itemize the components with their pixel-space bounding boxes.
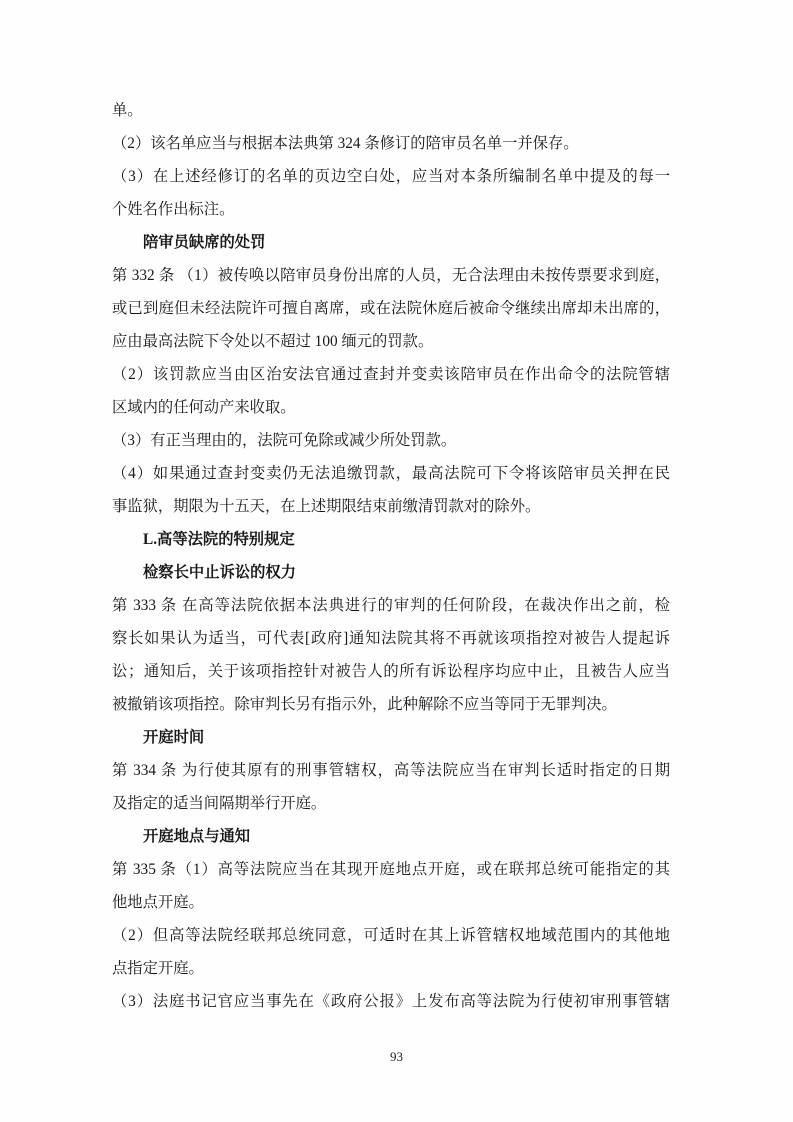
section-heading: 检察长中止诉讼的权力 [143,564,296,581]
text-line: 第 334 条 为行使其原有的刑事管辖权，高等法院应当在审判长适时指定的日期 [112,762,670,779]
text-line: （4）如果通过查封变卖仍无法追缴罚款，最高法院可下令将该陪审员关押在民 [112,465,670,482]
text-line: （3）有正当理由的，法院可免除或减少所处罚款。 [112,432,457,449]
text-line: （2）但高等法院经联邦总统同意，可适时在其上诉管辖权地域范围内的其他地 [112,927,670,944]
text-line: 他地点开庭。 [112,894,204,911]
document-body [112,94,670,1018]
section-heading: L.高等法院的特别规定 [143,531,295,548]
text-line: 单。 [112,102,143,119]
text-line: （2）该罚款应当由区治安法官通过查封并变卖该陪审员在作出命令的法院管辖 [112,366,670,383]
text-line: 被撤销该项指控。除审判长另有指示外，此种解除不应当等同于无罪判决。 [112,696,617,713]
text-line: 个姓名作出标注。 [112,201,235,218]
page-number: 93 [390,1049,403,1064]
text-line: 及指定的适当间隔期举行开庭。 [112,795,327,812]
text-line: 点指定开庭。 [112,960,204,977]
section-heading: 开庭地点与通知 [143,828,251,845]
text-line: 第 332 条 （1）被传唤以陪审员身份出席的人员，无合法理由未按传票要求到庭， [112,267,670,284]
section-heading: 开庭时间 [143,729,205,746]
text-line: 讼；通知后，关于该项指控针对被告人的所有诉讼程序均应中止，且被告人应当 [112,663,670,680]
text-line: （3）在上述经修订的名单的页边空白处，应当对本条所编制名单中提及的每一 [112,168,670,185]
text-line: （2）该名单应当与根据本法典第 324 条修订的陪审员名单一并保存。 [112,135,579,152]
text-line: 区域内的任何动产来收取。 [112,399,296,416]
text-line: 应由最高法院下令处以不超过 100 缅元的罚款。 [112,333,434,350]
section-heading: 陪审员缺席的处罚 [143,234,266,251]
text-line: 察长如果认为适当，可代表[政府]通知法院其将不再就该项指控对被告人提起诉 [112,630,670,647]
text-line: 第 335 条（1）高等法院应当在其现开庭地点开庭，或在联邦总统可能指定的其 [112,861,670,878]
text-line: 或已到庭但未经法院许可擅自离席，或在法院休庭后被命令继续出席却未出席的， [112,300,670,317]
text-line: （3）法庭书记官应当事先在《政府公报》上发布高等法院为行使初审刑事管辖 [112,993,670,1010]
text-line: 第 333 条 在高等法院依据本法典进行的审判的任何阶段，在裁决作出之前，检 [112,597,670,614]
text-line: 事监狱，期限为十五天，在上述期限结束前缴清罚款对的除外。 [112,498,541,515]
